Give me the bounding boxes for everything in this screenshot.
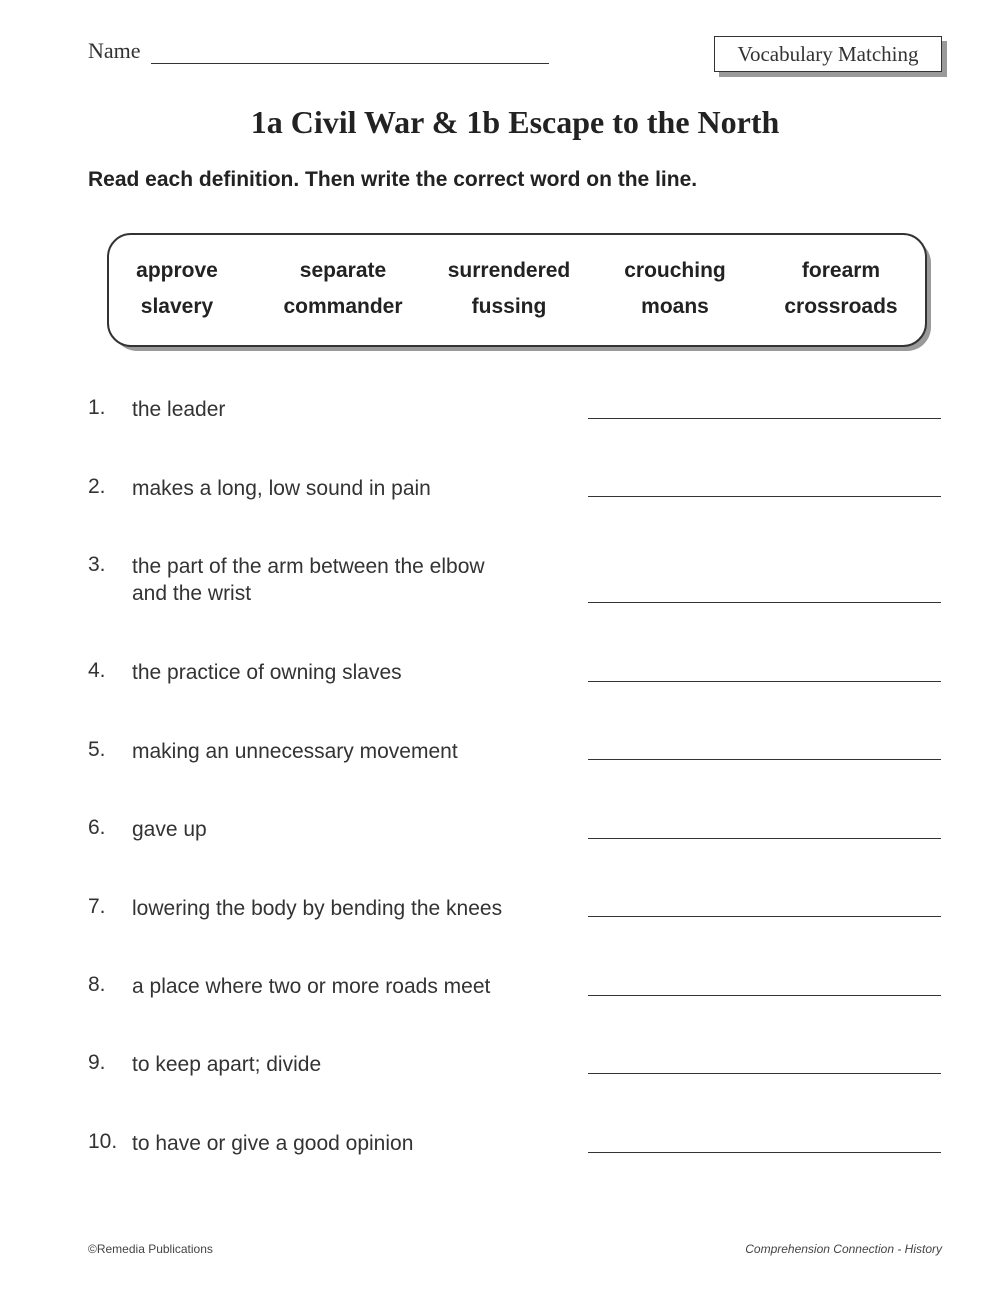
name-label: Name (88, 38, 141, 63)
answer-line[interactable] (588, 916, 941, 917)
name-row (88, 38, 549, 64)
worksheet-type-badge (714, 36, 942, 72)
question-definition: the part of the arm between the elbow (132, 555, 485, 578)
word-bank-item: fussing (471, 295, 547, 318)
question-definition: the leader (132, 398, 226, 421)
question-number: 7. (88, 895, 106, 918)
name-field[interactable] (151, 39, 549, 64)
question-definition: lowering the body by bending the knees (132, 897, 503, 920)
question-number: 9. (88, 1051, 106, 1074)
question-definition: the practice of owning slaves (132, 661, 402, 684)
answer-line[interactable] (588, 496, 941, 497)
word-bank-item: separate (299, 259, 387, 282)
word-bank-item: crossroads (784, 295, 898, 318)
question-definition: to keep apart; divide (132, 1053, 322, 1076)
instructions: Read each definition. Then write the correct word on the line. (88, 168, 698, 191)
word-bank (107, 233, 927, 347)
answer-line[interactable] (588, 681, 941, 682)
word-bank-item: crouching (624, 259, 726, 282)
question-number: 5. (88, 738, 106, 761)
word-bank-item: moans (641, 295, 709, 318)
question-number: 6. (88, 816, 106, 839)
question-number: 4. (88, 659, 106, 682)
answer-line[interactable] (588, 995, 941, 996)
question-number: 3. (88, 553, 106, 576)
question-number: 2. (88, 475, 106, 498)
question-definition: makes a long, low sound in pain (132, 477, 431, 500)
question-definition: to have or give a good opinion (132, 1132, 414, 1155)
page-title: 1a Civil War & 1b Escape to the North (250, 104, 780, 140)
badge-label: Vocabulary Matching (714, 36, 942, 72)
answer-line[interactable] (588, 602, 941, 603)
question-definition: gave up (132, 818, 207, 841)
question-definition: a place where two or more roads meet (132, 975, 491, 998)
word-bank-item: approve (136, 259, 218, 282)
question-definition: and the wrist (132, 582, 252, 605)
answer-line[interactable] (588, 418, 941, 419)
word-bank-item: commander (283, 295, 403, 318)
word-bank-item: slavery (140, 295, 214, 318)
answer-line[interactable] (588, 838, 941, 839)
question-definition: making an unnecessary movement (132, 740, 458, 763)
answer-line[interactable] (588, 1073, 941, 1074)
word-bank-item: surrendered (447, 259, 571, 282)
question-number: 1. (88, 396, 106, 419)
footer-copyright: ©Remedia Publications (88, 1242, 213, 1256)
answer-line[interactable] (588, 1152, 941, 1153)
footer-series: Comprehension Connection - History (745, 1242, 942, 1256)
answer-line[interactable] (588, 759, 941, 760)
word-bank-item: forearm (801, 259, 881, 282)
question-number: 8. (88, 973, 106, 996)
question-number: 10. (88, 1130, 118, 1153)
